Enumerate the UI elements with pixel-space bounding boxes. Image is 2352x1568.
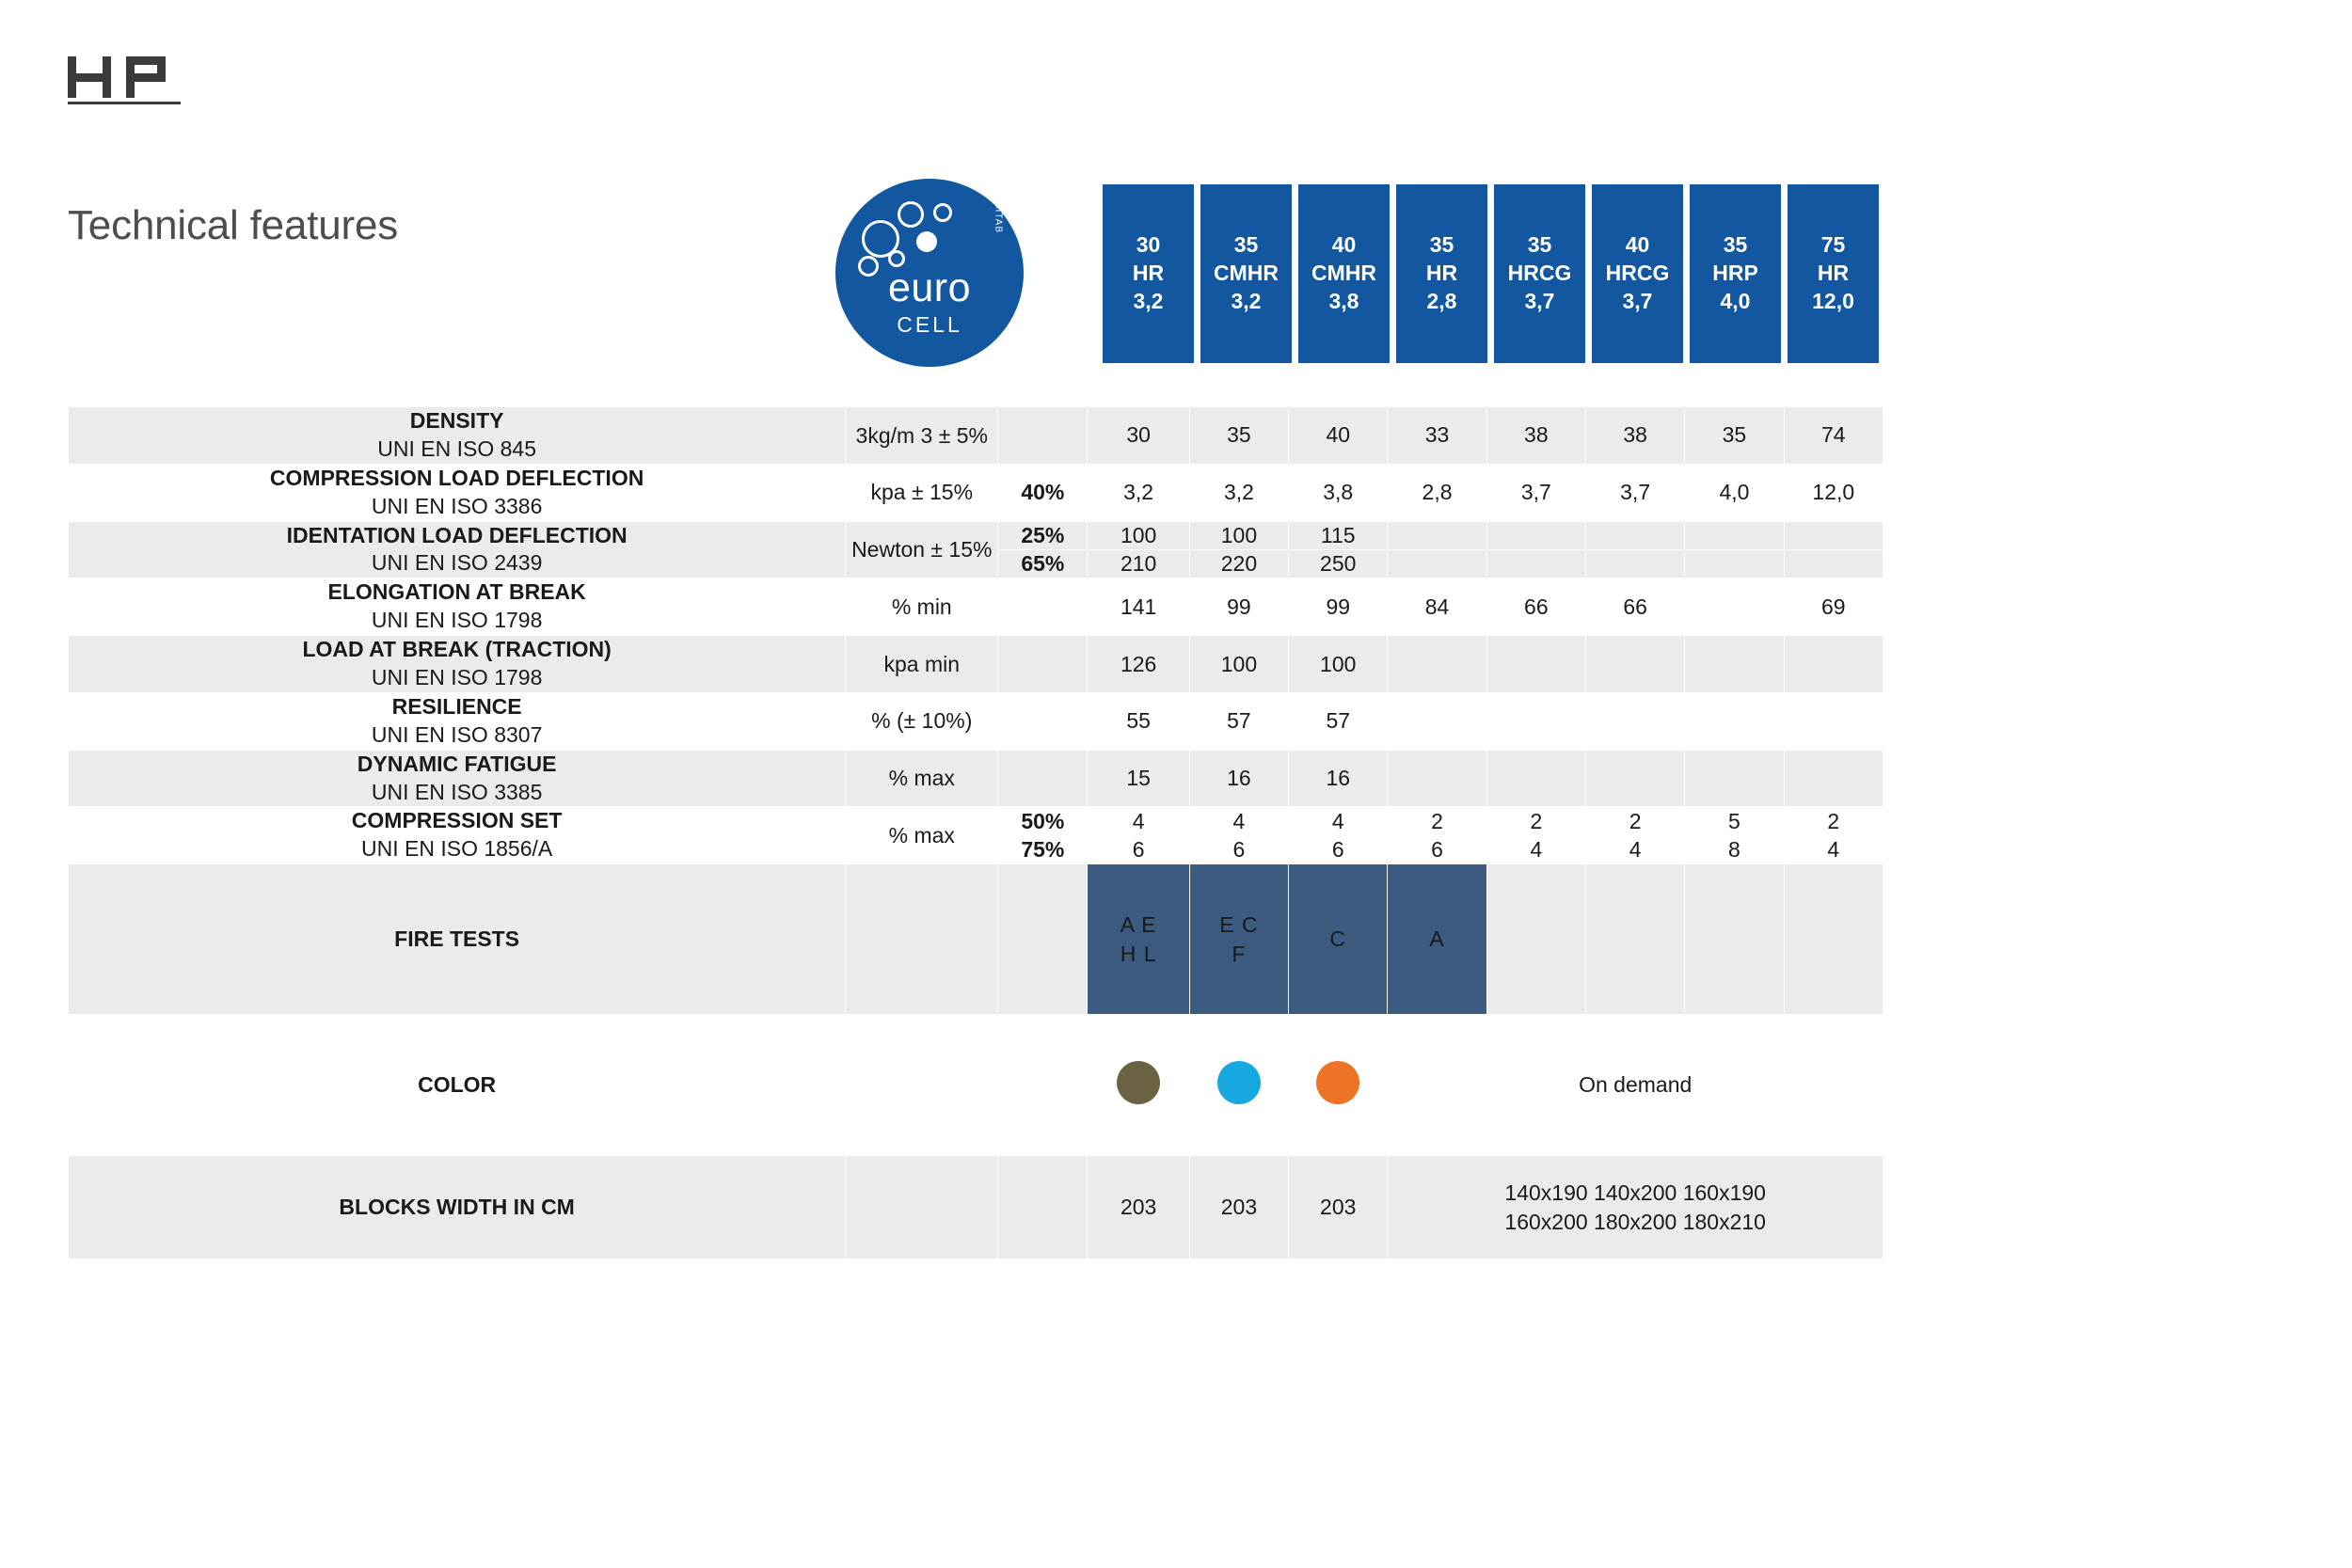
column-header-1: [1200, 184, 1292, 363]
load-break-v2: 100: [1289, 636, 1388, 693]
row-label-load-at-break: [69, 636, 846, 693]
column-headers: [1103, 184, 1879, 363]
col3-line1: 35: [1429, 232, 1454, 258]
col7-line1: 75: [1820, 232, 1846, 258]
cset-a-v5: 2: [1585, 807, 1684, 835]
cset-a-v0: 4: [1088, 807, 1189, 835]
cset-standard: UNI EN ISO 1856/A: [361, 836, 553, 862]
cset-b-v5: 4: [1585, 835, 1684, 863]
elongation-v3: 84: [1388, 578, 1486, 636]
fatigue-v1: 16: [1189, 750, 1288, 807]
color-swatch-cell-2: [1289, 1015, 1388, 1156]
density-unit: 3kg/m 3 ± 5%: [846, 407, 998, 465]
cset-b-v7: 4: [1784, 835, 1883, 863]
resilience-v1: 57: [1189, 692, 1288, 750]
column-header-2: [1298, 184, 1390, 363]
fatigue-v4: [1486, 750, 1585, 807]
col6-line1: 35: [1723, 232, 1748, 258]
resilience-v5: [1585, 692, 1684, 750]
col0-line1: 30: [1136, 232, 1161, 258]
resilience-v7: [1784, 692, 1883, 750]
load-break-pct: [998, 636, 1088, 693]
resilience-unit: % (± 10%): [846, 692, 998, 750]
table-row-blocks-width: [69, 1156, 1883, 1259]
elongation-standard: UNI EN ISO 1798: [371, 608, 543, 633]
bubble-3: [898, 201, 924, 228]
bubble-1: [916, 231, 937, 252]
cld-standard: UNI EN ISO 3386: [371, 493, 543, 518]
row-label-dynamic-fatigue: [69, 750, 846, 807]
fire-unit: [846, 864, 998, 1015]
col3-line2: HR: [1425, 261, 1458, 286]
density-v5: 38: [1585, 407, 1684, 465]
row-label-resilience: [69, 692, 846, 750]
cset-a-v1: 4: [1189, 807, 1288, 835]
col6-line3: 4,0: [1720, 288, 1751, 313]
page-title: Technical features: [68, 202, 399, 248]
fire-cell-1: [1189, 864, 1288, 1015]
column-header-0: [1103, 184, 1194, 363]
blocks-sizes-line2: 160x200 180x200 180x210: [1504, 1209, 1766, 1234]
elongation-v7: 69: [1784, 578, 1883, 636]
ild-a-v3: [1388, 521, 1486, 549]
elongation-name: ELONGATION AT BREAK: [327, 579, 586, 605]
column-header-5: [1592, 184, 1683, 363]
col1-line2: CMHR: [1214, 261, 1279, 286]
table-row-load-at-break: [69, 636, 1883, 693]
badge-subbrand: CELL: [897, 312, 962, 337]
color-name: COLOR: [418, 1071, 497, 1097]
col0-line2: HR: [1132, 261, 1165, 286]
ild-a-v1: 100: [1189, 521, 1288, 549]
elongation-v1: 99: [1189, 578, 1288, 636]
technical-features-table: [68, 406, 1883, 1259]
fatigue-name: DYNAMIC FATIGUE: [357, 751, 557, 776]
col7-line2: HR: [1817, 261, 1850, 286]
ild-b-v6: [1685, 549, 1784, 578]
cset-b-v1: 6: [1189, 835, 1288, 863]
color-pct: [998, 1015, 1088, 1156]
table-row-elongation-at-break: [69, 578, 1883, 636]
row-label-density: [69, 407, 846, 465]
badge-byline: by SITAB: [993, 186, 1003, 233]
density-v2: 40: [1289, 407, 1388, 465]
table-row-dynamic-fatigue: [69, 750, 1883, 807]
blocks-pct: [998, 1156, 1088, 1259]
fatigue-v2: 16: [1289, 750, 1388, 807]
ild-a-v6: [1685, 521, 1784, 549]
table-row-color: [69, 1015, 1883, 1156]
ild-b-v4: [1486, 549, 1585, 578]
ild-b-v1: 220: [1189, 549, 1288, 578]
cset-a-v4: 2: [1486, 807, 1585, 835]
ild-b-v2: 250: [1289, 549, 1388, 578]
load-break-name: LOAD AT BREAK (TRACTION): [302, 637, 612, 662]
cset-unit: % max: [846, 807, 998, 864]
cset-pct-a: 50%: [998, 807, 1088, 835]
eurocell-badge: [835, 179, 1024, 367]
bubble-4: [933, 203, 952, 222]
fire-cell-0: [1088, 864, 1189, 1015]
cld-v7: 12,0: [1784, 464, 1883, 521]
col3-line3: 2,8: [1426, 288, 1457, 313]
column-header-7: [1788, 184, 1879, 363]
col2-line1: 40: [1331, 232, 1357, 258]
elongation-unit: % min: [846, 578, 998, 636]
load-break-v5: [1585, 636, 1684, 693]
color-swatch-0: [1117, 1061, 1160, 1104]
density-standard: UNI EN ISO 845: [377, 436, 536, 461]
cld-name: COMPRESSION LOAD DEFLECTION: [269, 465, 644, 490]
row-label-ild: [69, 521, 846, 578]
fatigue-v0: 15: [1088, 750, 1189, 807]
row-label-fire-tests: [69, 864, 846, 1015]
cset-a-v3: 2: [1388, 807, 1486, 835]
table-row-compression-set-50: [69, 807, 1883, 835]
color-on-demand: On demand: [1388, 1015, 1883, 1156]
ild-standard: UNI EN ISO 2439: [371, 550, 543, 576]
density-v4: 38: [1486, 407, 1585, 465]
table-row-compression-load-deflection: [69, 464, 1883, 521]
fire-cell-7: [1784, 864, 1883, 1015]
resilience-v3: [1388, 692, 1486, 750]
ild-pct-a: 25%: [998, 521, 1088, 549]
fire-cell-1-line1: E C: [1219, 911, 1259, 937]
row-label-elongation: [69, 578, 846, 636]
load-break-v4: [1486, 636, 1585, 693]
elongation-v0: 141: [1088, 578, 1189, 636]
density-v7: 74: [1784, 407, 1883, 465]
col5-line1: 40: [1625, 232, 1650, 258]
ild-pct-b: 65%: [998, 549, 1088, 578]
elongation-v4: 66: [1486, 578, 1585, 636]
fire-cell-2: [1289, 864, 1388, 1015]
blocks-name: BLOCKS WIDTH IN CM: [339, 1194, 575, 1219]
cld-unit: kpa ± 15%: [846, 464, 998, 521]
table-row-fire-tests: [69, 864, 1883, 1015]
fatigue-pct: [998, 750, 1088, 807]
ild-name: IDENTATION LOAD DEFLECTION: [286, 522, 628, 547]
fire-cell-0-line1: A E: [1120, 911, 1157, 937]
fatigue-v6: [1685, 750, 1784, 807]
col4-line1: 35: [1527, 232, 1552, 258]
blocks-sizes-line1: 140x190 140x200 160x190: [1504, 1180, 1766, 1205]
col1-line1: 35: [1233, 232, 1259, 258]
color-swatch-1: [1217, 1061, 1261, 1104]
cset-a-v7: 2: [1784, 807, 1883, 835]
cld-v3: 2,8: [1388, 464, 1486, 521]
col6-line2: HRP: [1712, 261, 1758, 286]
col7-line3: 12,0: [1812, 288, 1854, 313]
ild-unit: Newton ± 15%: [846, 521, 998, 578]
col4-line3: 3,7: [1524, 288, 1555, 313]
resilience-v0: 55: [1088, 692, 1189, 750]
cld-v5: 3,7: [1585, 464, 1684, 521]
row-label-color: [69, 1015, 846, 1156]
fatigue-v3: [1388, 750, 1486, 807]
fire-cell-1-line2: F: [1232, 941, 1247, 966]
cset-a-v6: 5: [1685, 807, 1784, 835]
col5-line2: HRCG: [1605, 261, 1670, 286]
col4-line2: HRCG: [1507, 261, 1572, 286]
resilience-v4: [1486, 692, 1585, 750]
hr-logo: [68, 49, 199, 105]
color-swatch-cell-0: [1088, 1015, 1189, 1156]
fatigue-v7: [1784, 750, 1883, 807]
cld-v4: 3,7: [1486, 464, 1585, 521]
col5-line3: 3,7: [1622, 288, 1653, 313]
load-break-unit: kpa min: [846, 636, 998, 693]
density-v1: 35: [1189, 407, 1288, 465]
badge-brand: euro: [887, 265, 972, 310]
fire-name: FIRE TESTS: [394, 926, 520, 951]
blocks-v2: 203: [1289, 1156, 1388, 1259]
ild-b-v7: [1784, 549, 1883, 578]
ild-a-v4: [1486, 521, 1585, 549]
row-label-blocks-width: [69, 1156, 846, 1259]
fire-cell-5: [1585, 864, 1684, 1015]
load-break-v3: [1388, 636, 1486, 693]
elongation-v6: [1685, 578, 1784, 636]
density-v0: 30: [1088, 407, 1189, 465]
resilience-v2: 57: [1289, 692, 1388, 750]
row-label-cld: [69, 464, 846, 521]
load-break-v0: 126: [1088, 636, 1189, 693]
table-row-density: [69, 407, 1883, 465]
cset-b-v4: 4: [1486, 835, 1585, 863]
ild-a-v7: [1784, 521, 1883, 549]
column-header-3: [1396, 184, 1487, 363]
load-break-v7: [1784, 636, 1883, 693]
col2-line2: CMHR: [1311, 261, 1376, 286]
elongation-v2: 99: [1289, 578, 1388, 636]
cset-name: COMPRESSION SET: [351, 808, 563, 833]
blocks-sizes: [1388, 1156, 1883, 1259]
ild-a-v5: [1585, 521, 1684, 549]
fatigue-standard: UNI EN ISO 3385: [371, 779, 543, 804]
resilience-standard: UNI EN ISO 8307: [371, 721, 543, 747]
row-label-compression-set: [69, 807, 846, 864]
cset-pct-b: 75%: [998, 835, 1088, 863]
cld-v2: 3,8: [1289, 464, 1388, 521]
resilience-name: RESILIENCE: [391, 693, 522, 719]
elongation-pct: [998, 578, 1088, 636]
cset-b-v3: 6: [1388, 835, 1486, 863]
density-name: DENSITY: [409, 408, 504, 433]
col1-line3: 3,2: [1231, 288, 1262, 313]
density-pct: [998, 407, 1088, 465]
cset-b-v2: 6: [1289, 835, 1388, 863]
fatigue-v5: [1585, 750, 1684, 807]
resilience-v6: [1685, 692, 1784, 750]
cset-b-v0: 6: [1088, 835, 1189, 863]
load-break-v1: 100: [1189, 636, 1288, 693]
col0-line3: 3,2: [1133, 288, 1164, 313]
blocks-unit: [846, 1156, 998, 1259]
fire-cell-3: [1388, 864, 1486, 1015]
fire-cell-4: [1486, 864, 1585, 1015]
density-v6: 35: [1685, 407, 1784, 465]
ild-b-v0: 210: [1088, 549, 1189, 578]
ild-a-v2: 115: [1289, 521, 1388, 549]
fatigue-unit: % max: [846, 750, 998, 807]
blocks-v0: 203: [1088, 1156, 1189, 1259]
blocks-v1: 203: [1189, 1156, 1288, 1259]
ild-b-v5: [1585, 549, 1684, 578]
resilience-pct: [998, 692, 1088, 750]
load-break-v6: [1685, 636, 1784, 693]
color-swatch-cell-1: [1189, 1015, 1288, 1156]
fire-cell-6: [1685, 864, 1784, 1015]
elongation-v5: 66: [1585, 578, 1684, 636]
fire-cell-0-line2: H L: [1120, 941, 1157, 966]
fire-cell-3-line1: A: [1429, 927, 1445, 952]
color-unit: [846, 1015, 998, 1156]
table-row-identation-load-deflection-25: [69, 521, 1883, 549]
cld-v0: 3,2: [1088, 464, 1189, 521]
fire-cell-2-line1: C: [1329, 927, 1347, 952]
cld-pct: 40%: [998, 464, 1088, 521]
fire-pct: [998, 864, 1088, 1015]
ild-a-v0: 100: [1088, 521, 1189, 549]
col2-line3: 3,8: [1328, 288, 1359, 313]
table-row-resilience: [69, 692, 1883, 750]
ild-b-v3: [1388, 549, 1486, 578]
load-break-standard: UNI EN ISO 1798: [371, 665, 543, 690]
column-header-4: [1494, 184, 1585, 363]
cset-a-v2: 4: [1289, 807, 1388, 835]
column-header-6: [1690, 184, 1781, 363]
color-swatch-2: [1316, 1061, 1359, 1104]
cld-v6: 4,0: [1685, 464, 1784, 521]
cld-v1: 3,2: [1189, 464, 1288, 521]
density-v3: 33: [1388, 407, 1486, 465]
cset-b-v6: 8: [1685, 835, 1784, 863]
